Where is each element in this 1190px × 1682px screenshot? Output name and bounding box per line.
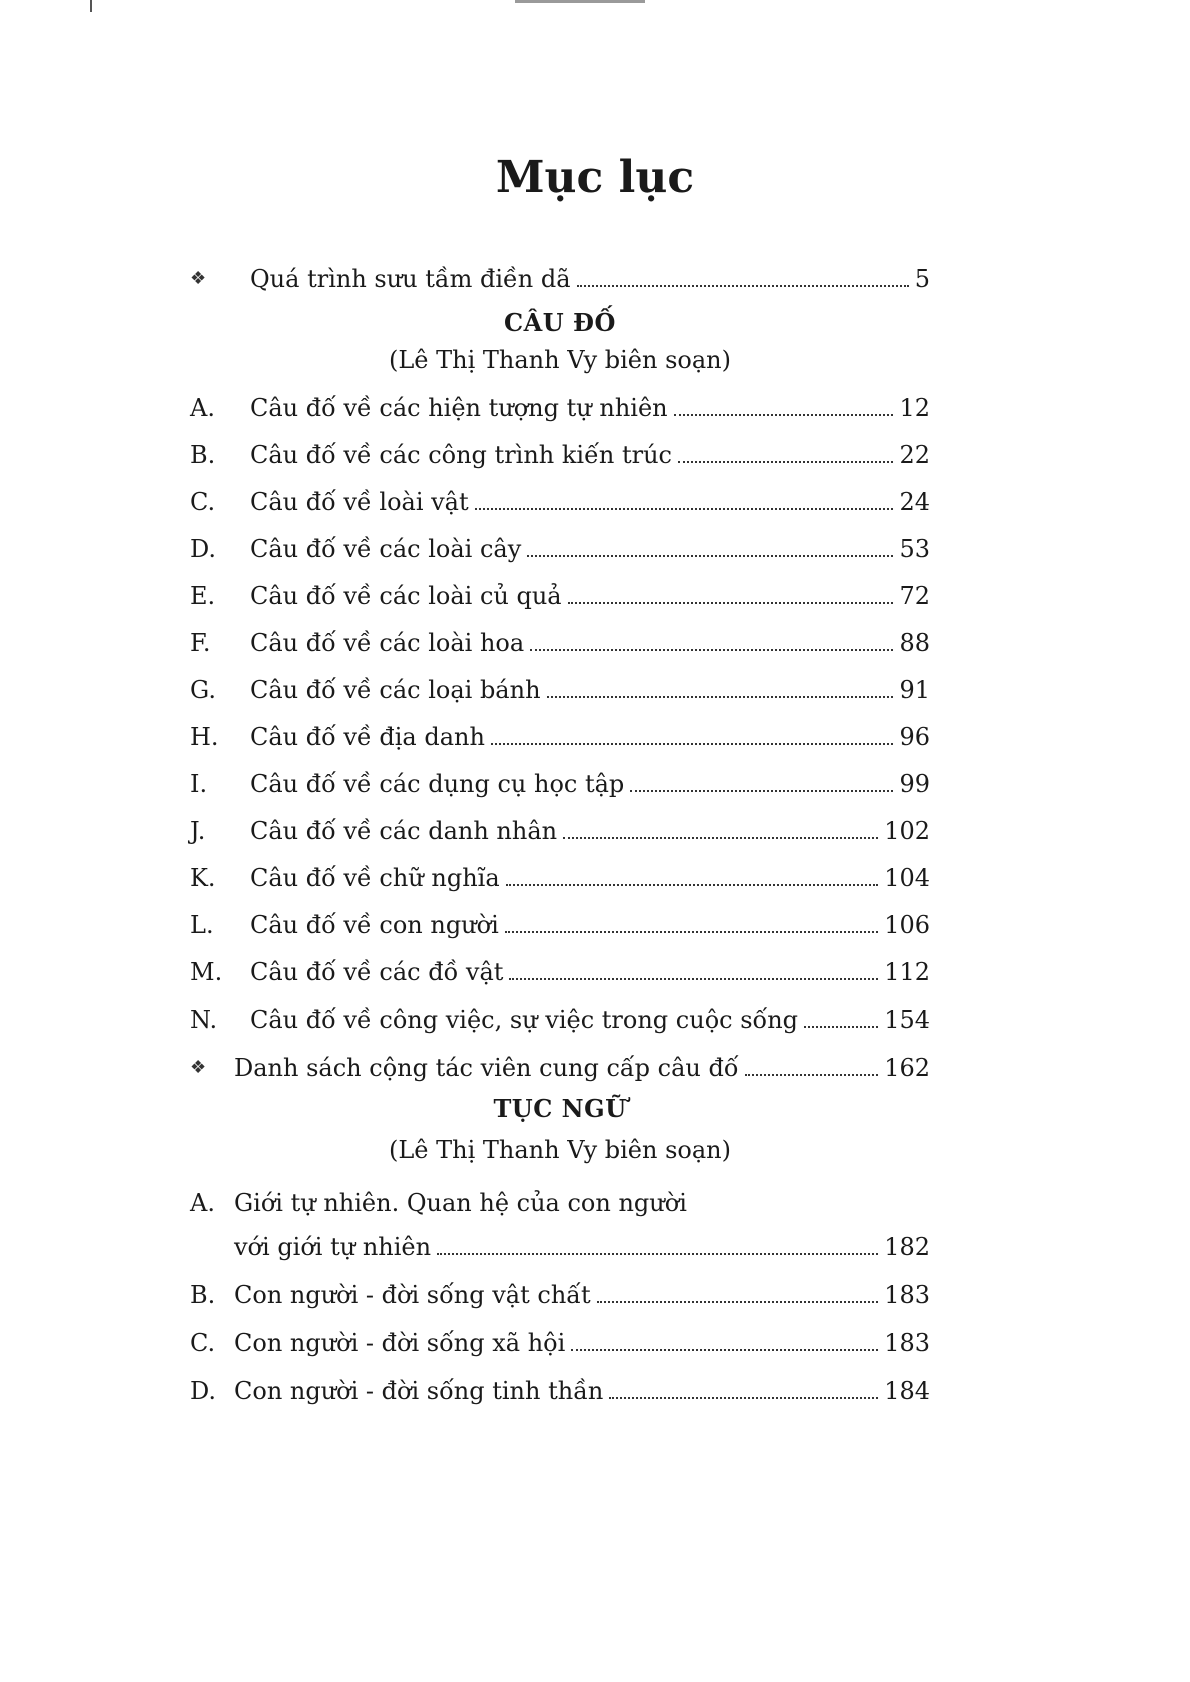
toc-entry-label: H. xyxy=(190,723,219,751)
toc-entry-label: G. xyxy=(190,676,216,704)
toc-page-number: 102 xyxy=(884,817,930,845)
toc-entry[interactable] xyxy=(190,528,930,564)
toc-entry-label: N. xyxy=(190,1006,218,1034)
toc-entry[interactable] xyxy=(190,575,930,611)
toc-entry-label: D. xyxy=(190,1377,217,1405)
dot-leader xyxy=(475,508,894,510)
toc-entry-title: Câu đố về các đồ vật xyxy=(250,958,504,986)
dot-leader xyxy=(674,414,894,416)
dot-leader xyxy=(597,1301,879,1303)
toc-entry[interactable] xyxy=(190,857,930,893)
dot-leader xyxy=(577,285,909,287)
diamond-bullet-icon: ❖ xyxy=(190,1057,207,1078)
toc-entry[interactable] xyxy=(190,1226,930,1262)
dot-leader xyxy=(568,602,894,604)
toc-page-number: 72 xyxy=(899,582,930,610)
toc-entry-label: K. xyxy=(190,864,216,892)
toc-entry[interactable] xyxy=(190,763,930,799)
toc-entry[interactable] xyxy=(190,951,930,987)
toc-entry[interactable] xyxy=(190,387,930,423)
toc-entry-title: Câu đố về các công trình kiến trúc xyxy=(250,441,672,469)
toc-entry-title: Con người - đời sống tinh thần xyxy=(234,1377,604,1405)
toc-entry-title: Con người - đời sống vật chất xyxy=(234,1281,591,1309)
toc-entry[interactable] xyxy=(190,904,930,940)
toc-entry-title: Câu đố về loài vật xyxy=(250,488,469,516)
toc-page-number: 96 xyxy=(899,723,930,751)
page-title: Mục lục xyxy=(495,152,695,203)
toc-entry-label: C. xyxy=(190,1329,216,1357)
section-editor-cau-do: (Lê Thị Thanh Vy biên soạn) xyxy=(389,346,731,374)
dot-leader xyxy=(678,461,893,463)
toc-entry[interactable] xyxy=(190,481,930,517)
toc-entry-title: Câu đố về các loại bánh xyxy=(250,676,541,704)
toc-entry-title: Câu đố về chữ nghĩa xyxy=(250,864,500,892)
toc-page-number: 88 xyxy=(899,629,930,657)
toc-page-number: 183 xyxy=(884,1281,930,1309)
dot-leader xyxy=(527,555,893,557)
toc-entry[interactable] xyxy=(190,669,930,705)
dot-leader xyxy=(630,790,893,792)
toc-entry-title: Con người - đời sống xã hội xyxy=(234,1329,566,1357)
section-heading-tuc-ngu: TỤC NGỮ xyxy=(493,1094,627,1123)
toc-entry[interactable] xyxy=(190,716,930,752)
toc-page-number: 184 xyxy=(884,1377,930,1405)
section-heading-cau-do: CÂU ĐỐ xyxy=(504,308,616,337)
toc-entry-title: Câu đố về các loài hoa xyxy=(250,629,525,657)
toc-entry-label: C. xyxy=(190,488,216,516)
toc-entry-label: D. xyxy=(190,535,217,563)
toc-page-number: 99 xyxy=(899,770,930,798)
dot-leader xyxy=(804,1026,878,1028)
toc-entry-label: I. xyxy=(190,770,208,798)
toc-page-number: 162 xyxy=(884,1054,930,1082)
toc-entry-first-line[interactable] xyxy=(190,1182,930,1218)
toc-entry-label: B. xyxy=(190,441,216,469)
diamond-bullet-icon: ❖ xyxy=(190,268,207,289)
dot-leader xyxy=(745,1074,879,1076)
toc-entry-title: Quá trình sưu tầm điền dã xyxy=(250,265,571,293)
toc-entry-title: với giới tự nhiên xyxy=(234,1233,432,1261)
toc-entry-title: Câu đố về công việc, sự việc trong cuộc sống xyxy=(250,1006,799,1034)
toc-entry[interactable] xyxy=(190,1370,930,1406)
toc-entry-label: M. xyxy=(190,958,223,986)
dot-leader xyxy=(437,1253,878,1255)
dot-leader xyxy=(571,1349,878,1351)
toc-entry[interactable] xyxy=(190,1274,930,1310)
toc-page-number: 154 xyxy=(884,1006,930,1034)
dot-leader xyxy=(506,884,879,886)
toc-entry[interactable] xyxy=(190,999,930,1035)
toc-page-number: 104 xyxy=(884,864,930,892)
toc-page-number: 183 xyxy=(884,1329,930,1357)
toc-entry-title: Câu đố về con người xyxy=(250,911,499,939)
dot-leader xyxy=(509,978,878,980)
toc-entry-title: Giới tự nhiên. Quan hệ của con người xyxy=(234,1189,687,1217)
dot-leader xyxy=(491,743,894,745)
toc-entry-title: Câu đố về địa danh xyxy=(250,723,485,751)
dot-leader xyxy=(563,837,878,839)
toc-entry-title: Câu đố về các loài cây xyxy=(250,535,522,563)
toc-page-number: 22 xyxy=(899,441,930,469)
toc-page-number: 5 xyxy=(914,265,930,293)
toc-entry-label: J. xyxy=(190,817,206,845)
toc-entry-contributors[interactable] xyxy=(190,1047,930,1083)
toc-entry-label: E. xyxy=(190,582,216,610)
dot-leader xyxy=(547,696,894,698)
toc-entry-title: Câu đố về các danh nhân xyxy=(250,817,558,845)
toc-entry-title: Câu đố về các loài củ quả xyxy=(250,582,562,610)
toc-page-number: 106 xyxy=(884,911,930,939)
toc-page-number: 112 xyxy=(884,958,930,986)
toc-entry[interactable] xyxy=(190,622,930,658)
toc-entry-label: B. xyxy=(190,1281,216,1309)
toc-entry-intro[interactable] xyxy=(190,258,930,294)
toc-entry-label: A. xyxy=(190,1189,215,1217)
toc-page-number: 91 xyxy=(899,676,930,704)
toc-entry[interactable] xyxy=(190,1322,930,1358)
toc-page-number: 12 xyxy=(899,394,930,422)
dot-leader xyxy=(505,931,878,933)
toc-entry-title: Câu đố về các hiện tượng tự nhiên xyxy=(250,394,668,422)
page-edge-mark xyxy=(90,0,92,12)
section-editor-tuc-ngu: (Lê Thị Thanh Vy biên soạn) xyxy=(389,1136,731,1164)
dot-leader xyxy=(609,1397,878,1399)
toc-entry[interactable] xyxy=(190,434,930,470)
toc-page-number: 24 xyxy=(899,488,930,516)
toc-entry-label: L. xyxy=(190,911,214,939)
toc-entry-title: Câu đố về các dụng cụ học tập xyxy=(250,770,625,798)
toc-entry-label: A. xyxy=(190,394,215,422)
toc-page-number: 182 xyxy=(884,1233,930,1261)
header-rule xyxy=(515,0,645,3)
toc-entry-title: Danh sách cộng tác viên cung cấp câu đố xyxy=(234,1054,739,1082)
dot-leader xyxy=(530,649,893,651)
toc-page-number: 53 xyxy=(899,535,930,563)
toc-entry[interactable] xyxy=(190,810,930,846)
toc-entry-label: F. xyxy=(190,629,211,657)
